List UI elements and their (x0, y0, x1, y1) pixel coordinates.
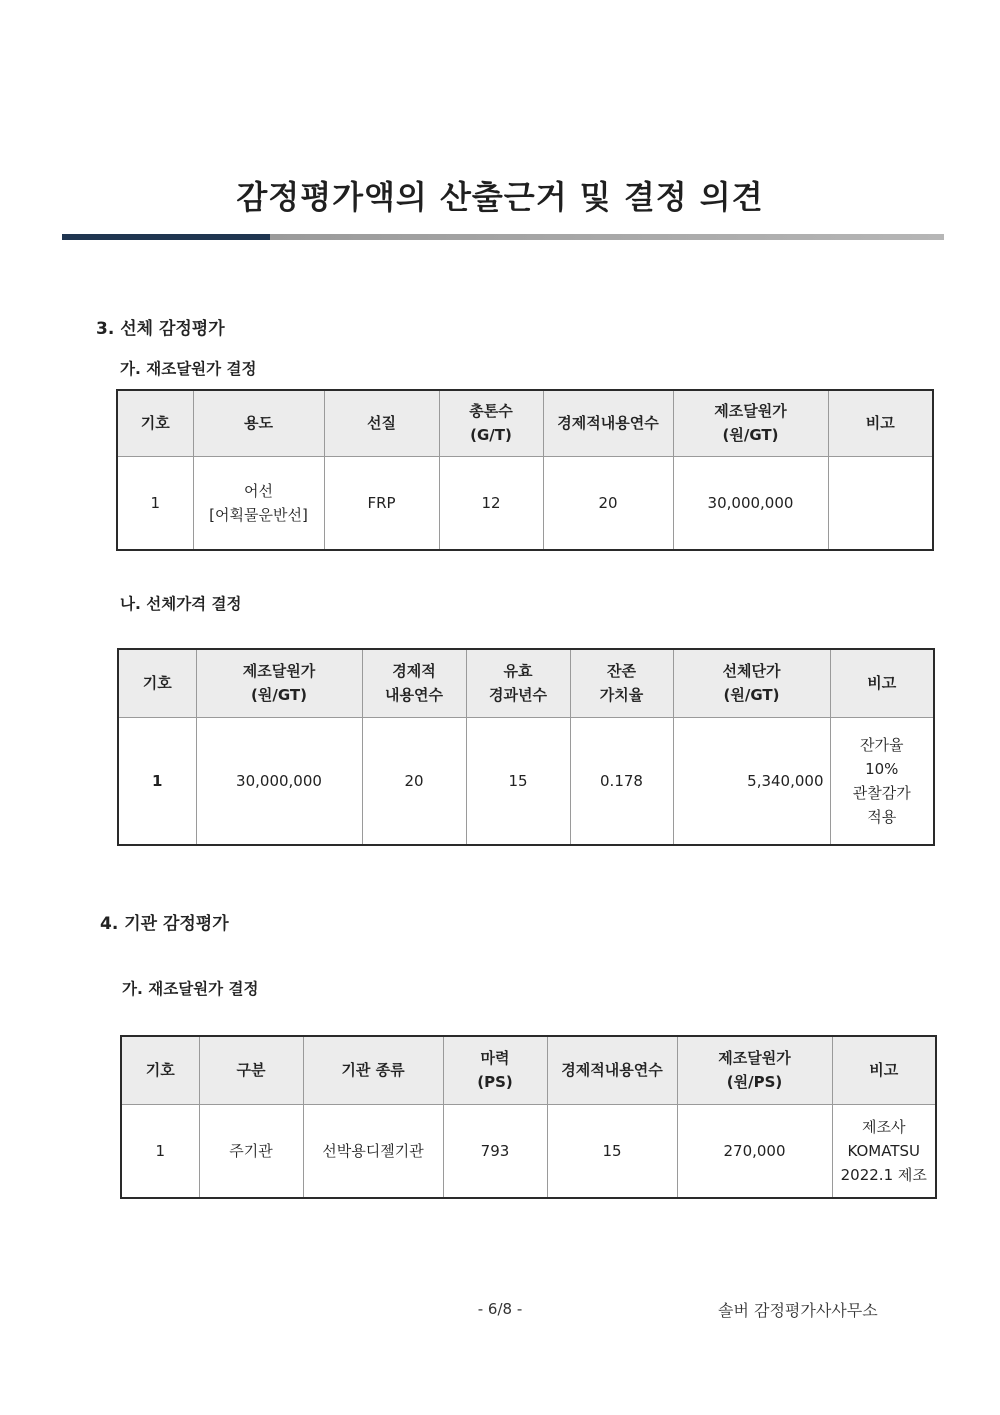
header-cell: 경제적내용연수 (547, 1036, 677, 1104)
table-header-row (118, 649, 934, 717)
table-header-row (121, 1036, 936, 1104)
header-cell: 마력 (PS) (443, 1036, 547, 1104)
table-cell: 주기관 (199, 1104, 303, 1198)
table-cell: 12 (439, 456, 543, 550)
table-header-row (117, 390, 933, 456)
header-cell: 제조달원가 (원/PS) (677, 1036, 832, 1104)
header-cell: 경제적내용연수 (543, 390, 673, 456)
table-cell: 20 (362, 717, 466, 845)
table-cell: 1 (121, 1104, 199, 1198)
header-cell: 비고 (830, 649, 934, 717)
header-cell: 비고 (832, 1036, 936, 1104)
table-row (117, 456, 933, 550)
header-cell: 기관 종류 (303, 1036, 443, 1104)
page-title: 감정평가액의 산출근거 및 결정 의견 (236, 178, 764, 216)
header-cell: 잔존 가치율 (570, 649, 673, 717)
table-cell: 15 (547, 1104, 677, 1198)
header-cell: 선질 (324, 390, 439, 456)
table-cell: 15 (466, 717, 570, 845)
engine-replacement-cost-table (120, 1035, 937, 1199)
table-cell: 793 (443, 1104, 547, 1198)
header-cell: 경제적 내용연수 (362, 649, 466, 717)
table-cell: 선박용디젤기관 (303, 1104, 443, 1198)
table-row (121, 1104, 936, 1198)
table-cell: FRP (324, 456, 439, 550)
table-cell: 1 (117, 456, 193, 550)
hull-price-table (117, 648, 935, 846)
header-cell: 선체단가 (원/GT) (673, 649, 830, 717)
table-cell: 잔가율 10% 관찰감가 적용 (830, 717, 934, 845)
section-3b-heading: 나. 선체가격 결정 (120, 595, 242, 613)
table-cell: 제조사 KOMATSU 2022.1 제조 (832, 1104, 936, 1198)
table-cell (828, 456, 933, 550)
header-cell: 비고 (828, 390, 933, 456)
table-row (118, 717, 934, 845)
header-cell: 기호 (118, 649, 196, 717)
table-cell: 270,000 (677, 1104, 832, 1198)
header-cell: 기호 (117, 390, 193, 456)
page-number: - 6/8 - (477, 1300, 523, 1318)
table-cell: 5,340,000 (673, 717, 830, 845)
title-rule (62, 234, 944, 240)
table-cell: 30,000,000 (673, 456, 828, 550)
hull-replacement-cost-table (116, 389, 934, 551)
header-cell: 총톤수 (G/T) (439, 390, 543, 456)
header-cell: 유효 경과년수 (466, 649, 570, 717)
table-cell: 어선 [어획물운반선] (193, 456, 324, 550)
table-cell: 0.178 (570, 717, 673, 845)
table-cell: 30,000,000 (196, 717, 362, 845)
header-cell: 제조달원가 (원/GT) (196, 649, 362, 717)
header-cell: 구분 (199, 1036, 303, 1104)
section-3a-heading: 가. 재조달원가 결정 (120, 360, 257, 378)
table-cell: 20 (543, 456, 673, 550)
header-cell: 용도 (193, 390, 324, 456)
table-cell: 1 (118, 717, 196, 845)
header-cell: 제조달원가 (원/GT) (673, 390, 828, 456)
header-cell: 기호 (121, 1036, 199, 1104)
section-4a-heading: 가. 재조달원가 결정 (122, 980, 259, 998)
office-name: 솔버 감정평가사사무소 (718, 1301, 878, 1320)
section-4-heading: 4. 기관 감정평가 (100, 914, 229, 934)
section-3-heading: 3. 선체 감정평가 (96, 319, 225, 339)
